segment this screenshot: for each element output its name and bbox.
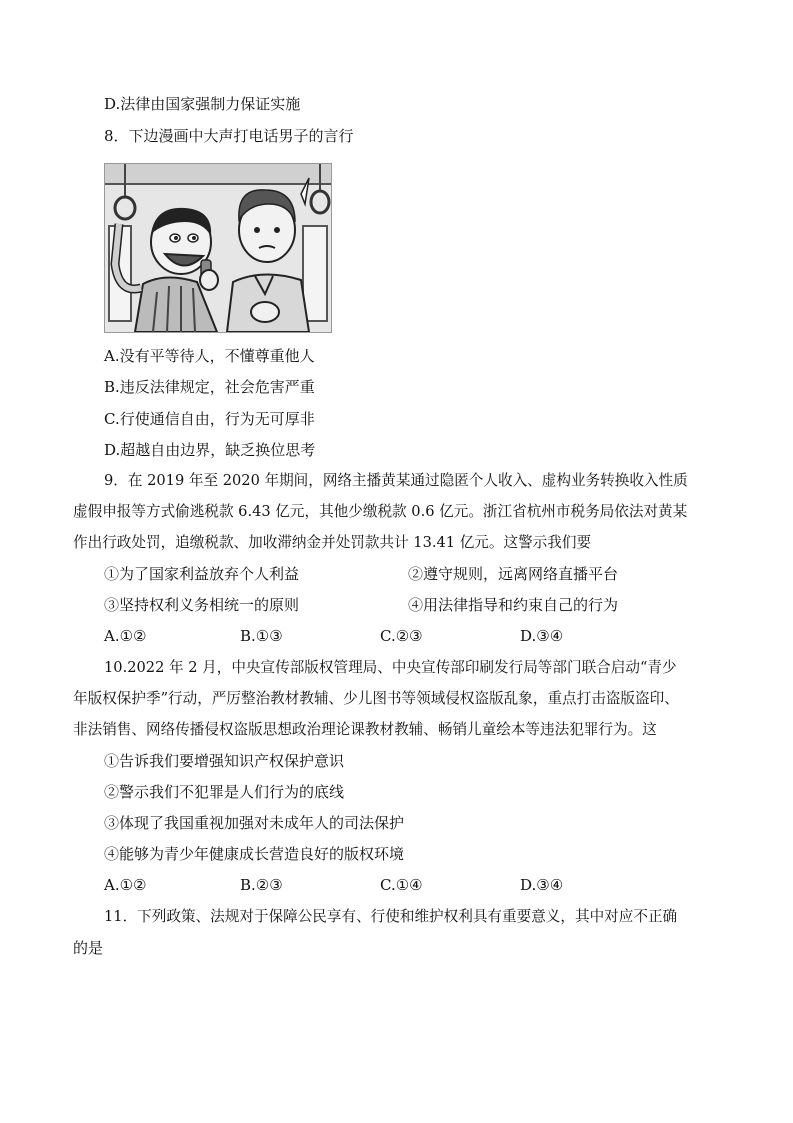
cartoon-illustration bbox=[105, 164, 331, 332]
q9-item-2: ②遵守规则，远离网络直播平台 bbox=[408, 565, 619, 583]
q9-choice-c: C.②③ bbox=[380, 627, 423, 645]
q9-item-3: ③坚持权利义务相统一的原则 bbox=[104, 596, 300, 614]
q9-stem-line-1: 9．在 2019 年至 2020 年期间，网络主播黄某通过隐匿个人收入、虚构业务转换收入性质 bbox=[104, 472, 688, 489]
q9-stem-line-3: 作出行政处罚，追缴税款、加收滞纳金并处罚款共计 13.41 亿元。这警示我们要 bbox=[73, 534, 592, 551]
q10-item-1: ①告诉我们要增强知识产权保护意识 bbox=[104, 752, 345, 770]
q10-item-2: ②警示我们不犯罪是人们行为的底线 bbox=[104, 783, 345, 801]
q10-choice-c: C.①④ bbox=[380, 876, 423, 894]
q8-option-b: B.违反法律规定，社会危害严重 bbox=[104, 378, 315, 396]
q10-item-4: ④能够为青少年健康成长营造良好的版权环境 bbox=[104, 845, 405, 863]
q8-option-d: D.超越自由边界，缺乏换位思考 bbox=[104, 441, 316, 459]
q10-stem-line-1: 10.2022 年 2 月，中央宣传部版权管理局、中央宣传部印刷发行局等部门联合启动“青少 bbox=[104, 659, 677, 676]
q10-stem-line-3: 非法销售、网络传播侵权盗版思想政治理论课教材教辅、畅销儿童绘本等违法犯罪行为。这 bbox=[73, 721, 657, 738]
q10-stem-line-2: 年版权保护季”行动，严厉整治教材教辅、少儿图书等领域侵权盗版乱象，重点打击盗版盗印、 bbox=[73, 690, 679, 707]
q9-item-1: ①为了国家利益放弃个人利益 bbox=[104, 565, 300, 583]
q9-stem-line-2: 虚假申报等方式偷逃税款 6.43 亿元，其他少缴税款 0.6 亿元。浙江省杭州市税务局依法对黄某 bbox=[73, 503, 688, 520]
q8-stem: 8．下边漫画中大声打电话男子的言行 bbox=[104, 127, 354, 145]
q7-option-d: D.法律由国家强制力保证实施 bbox=[104, 95, 301, 113]
q10-choice-a: A.①② bbox=[104, 876, 147, 894]
q10-choice-b: B.②③ bbox=[240, 876, 283, 894]
q8-option-c: C.行使通信自由，行为无可厚非 bbox=[104, 410, 315, 428]
phone-call-cartoon bbox=[104, 163, 332, 333]
q8-option-a: A.没有平等待人，不懂尊重他人 bbox=[104, 347, 315, 365]
q11-stem-line-2: 的是 bbox=[73, 939, 104, 957]
q9-choice-d: D.③④ bbox=[520, 627, 564, 645]
q9-choice-a: A.①② bbox=[104, 627, 147, 645]
q9-choice-b: B.①③ bbox=[240, 627, 283, 645]
q9-item-4: ④用法律指导和约束自己的行为 bbox=[408, 596, 619, 614]
q10-choice-d: D.③④ bbox=[520, 876, 564, 894]
q10-item-3: ③体现了我国重视加强对未成年人的司法保护 bbox=[104, 814, 405, 832]
q11-stem-line-1: 11．下列政策、法规对于保障公民享有、行使和维护权利具有重要意义，其中对应不正确 bbox=[104, 908, 678, 925]
